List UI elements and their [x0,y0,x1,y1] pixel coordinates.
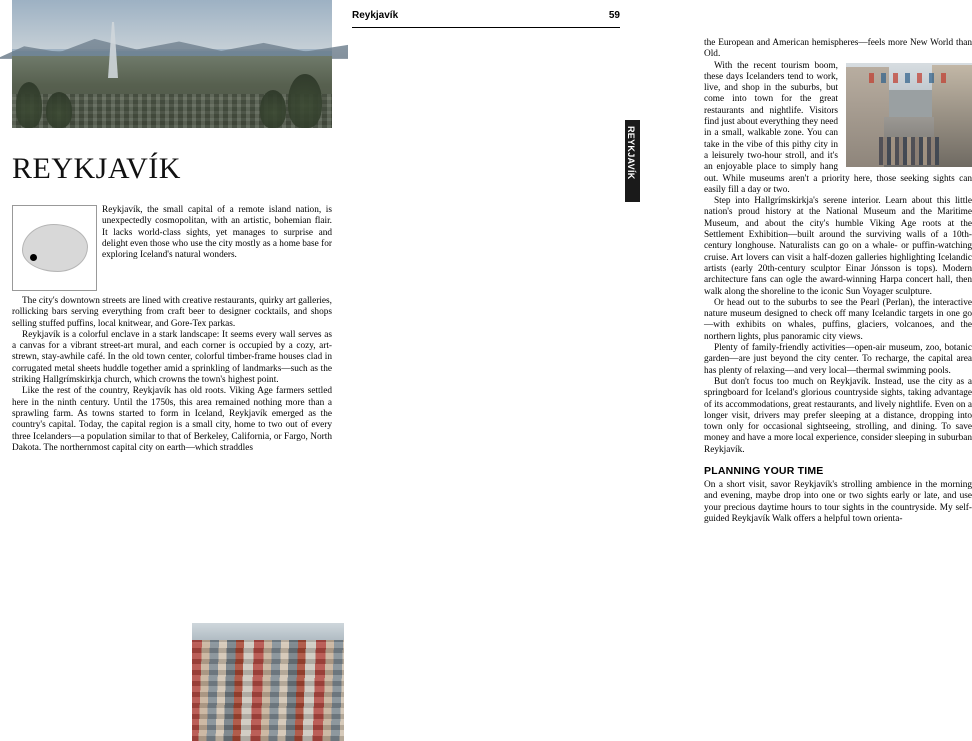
colorful-rooftops-photo [192,623,344,741]
page-number: 59 [608,10,620,21]
iceland-locator-map [12,205,97,291]
right-body-text [704,38,972,525]
photo-tree [16,82,42,128]
shopping-street-photo [846,63,972,167]
paragraph: the European and American hemispheres—feels more New World than Old. [704,38,972,60]
photo-sky [12,0,332,49]
paragraph: The city's downtown streets are lined with creative restaurants, quirky art galleries, rollicking bars serving everything from craft beer to designer cocktails, and shops selling stuffed puffins, local knitwear, and Gore-Tex parkas. [12,296,332,329]
paragraph: Step into Hallgrímskirkja's serene interior. Learn about this little nation's proud history at the National Museum and the Maritime Museum, and about the city's humble Viking Age roots at the Settlement Exhibition—built around the surviving walls of a 10th-century longhouse. Naturalists can go on a whale- or puffin-watching cruise. Art lovers can visit a half-dozen galleries highlighting Icelandic artists (early 20th-century sculptor Einar Jónsson is tops). Modern architecture fans can ogle the award-winning Harpa concert hall, then walk along the shoreline to the iconic Sun Voyager sculpture. [704,196,972,297]
photo-roof-texture [192,640,344,741]
paragraph: Plenty of family-friendly activities—open-air museum, zoo, botanic garden—are just beyond the city center. To recharge, the capital area has plenty of relaxing—and very local—thermal swimming pools. [704,343,972,376]
chapter-name: Reykjavík [352,10,399,21]
photo-tree [260,90,286,128]
reykjavik-skyline-photo [12,0,332,128]
chapter-edge-tab [625,120,640,202]
paragraph: Reykjavík is a colorful enclave in a stark landscape: It seems every wall serves as a canvas for a vibrant street-art mural, and each corner is occupied by a cozy, art-strewn, stay-awhile café. In the old town center, colorful timber-frame houses clad in corrugated metal sheets huddle together amid a sprinkling of landmarks—such as the striking Hallgrímskirkja church, which crowns the town's highest point. [12,329,332,386]
paragraph: With the recent tourism boom, these days Icelanders tend to work, live, and shop in the suburbs, but come into town for the great restaurants and nightlife. Visitors find just about everything they need in a small, walkable zone. You can take in the vibe of this pithy city in a leisurely two-hour stroll, and it's an enjoyable place to simply hang out. While museums aren't a priority here, those seeking sights can easily fill a day or two. [704,60,972,195]
left-body-text [12,296,332,454]
photo-street-banners [869,73,950,83]
chapter-edge-tab-label: REYKJAVÍK [626,126,636,180]
right-column [352,0,972,568]
reykjavik-map-dot [30,254,37,261]
paragraph: Reykjavík, the small capital of a remote island nation, is unexpectedly cosmopolitan, with an artistic, bohemian flair. It lacks world-class sights, yet manages to surprise and delight even those who use the city mostly as a home base for exploring Iceland's natural wonders. [102,205,332,261]
iceland-outline [22,224,88,272]
intro-column [102,205,332,261]
photo-tree [46,92,72,128]
paragraph: But don't focus too much on Reykjavík. Instead, use the city as a springboard for Iceland's glorious countryside sights, taking advantage of its accommodations, great restaurants, and lively nightlife. Even on a longer visit, drivers may prefer sleeping at a distance, dropping into town only for occasional sightseeing, strolling, and dining. To save money and have a more local experience, consider sleeping in suburban Reykjavík. [704,376,972,455]
photo-pedestrians [879,137,939,164]
paragraph: Like the rest of the country, Reykjavík has old roots. Viking Age farmers settled here in the ninth century. Until the 1750s, this area remained nothing more than a sprawling farm. As towns started to form in Iceland, Reykjavík emerged as the country's capital. Today, the capital region is a small city, home to two out of every three Icelanders—a population similar to that of Berkeley, California, or Fargo, North Dakota. The northernmost capital city on earth—which straddles [12,386,332,453]
photo-tree [288,74,322,128]
paragraph: Or head out to the suburbs to see the Pearl (Perlan), the interactive nature museum designed to check off many Icelandic targets in one go—with exhibits on whales, puffins, glaciers, volcanoes, and the northern lights, plus panoramic city views. [704,297,972,342]
left-column [0,0,332,568]
page-title: REYKJAVÍK [12,152,181,185]
paragraph: On a short visit, savor Reykjavík's strolling ambience in the morning and evening, maybe drop into one or two sights early or late, and use your precious daytime hours to tour sights in the countryside. My self-guided Reykjavík Walk offers a helpful town orienta- [704,479,972,524]
section-heading: PLANNING YOUR TIME [704,464,824,477]
